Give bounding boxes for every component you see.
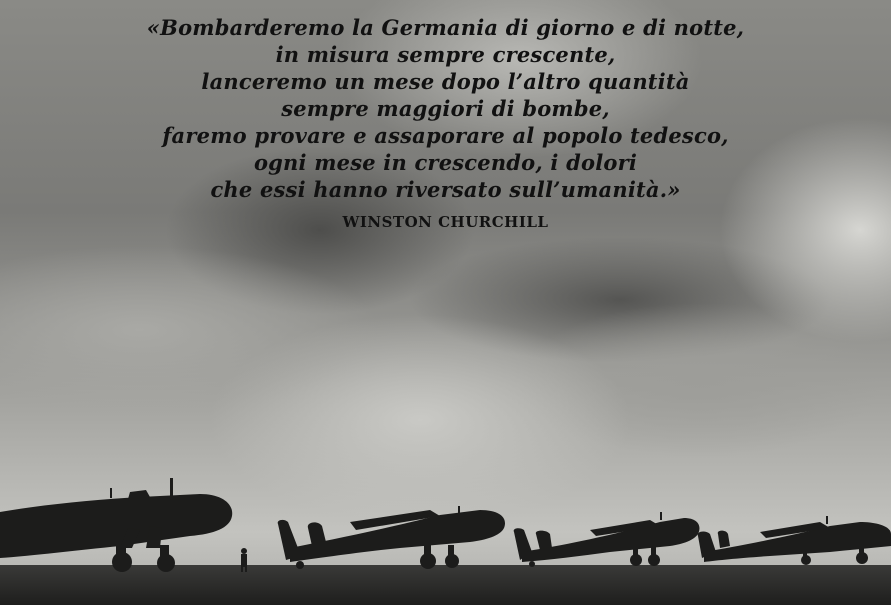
bomber-plane-icon — [0, 478, 232, 572]
quote-line-7: che essi hanno riversato sull’umanità.» — [210, 177, 681, 202]
quote-line-4: sempre maggiori di bombe, — [281, 96, 610, 121]
bomber-plane-icon — [698, 516, 891, 565]
airfield-ground — [0, 565, 891, 605]
quote-line-3: lanceremo un mese dopo l’altro quantità — [201, 69, 690, 94]
quote-line-5: faremo provare e assaporare al popolo tedesco, — [162, 123, 729, 148]
bomber-plane-icon — [514, 512, 700, 567]
quote-line-6: ogni mese in crescendo, i dolori — [253, 150, 638, 175]
bomber-plane-icon — [278, 506, 505, 569]
quote-line-2: in misura sempre crescente, — [275, 42, 616, 67]
quote-line-1: «Bombarderemo la Germania di giorno e di notte, — [146, 15, 745, 40]
quote-author: WINSTON CHURCHILL — [342, 213, 549, 231]
